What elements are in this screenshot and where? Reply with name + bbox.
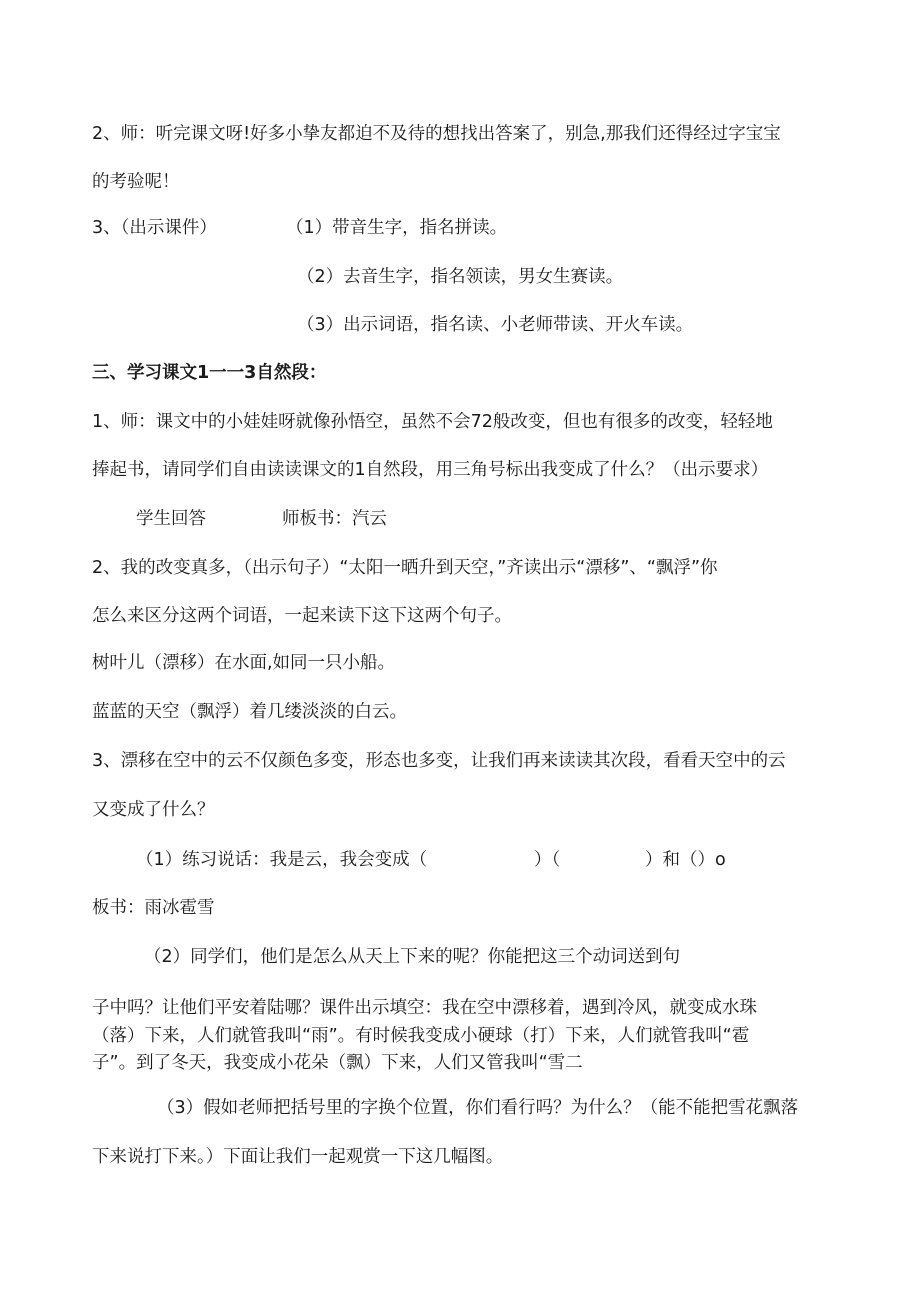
paragraph-line: （3）假如老师把括号里的字换个位置，你们看行吗？为什么？（能不能把雪花飘落	[157, 1098, 799, 1118]
paragraph-line: 子”。到了冬天，我变成小花朵（飘）下来，人们又管我叫“雪二	[92, 1053, 583, 1073]
paragraph-line: 2、师：听完课文呀!好多小挚友都迫不及待的想找出答案了，别急,那我们还得经过字宝宝	[92, 124, 781, 144]
fill-blank-bracket: ）和（）o	[645, 850, 726, 870]
paragraph-line: 3、（出示课件）	[92, 218, 217, 238]
paragraph-line: 2、我的改变真多，（出示句子）“太阳一晒升到天空，”齐读出示“漂移”、“飘浮”你	[92, 558, 718, 578]
paragraph-line: 又变成了什么？	[92, 800, 215, 820]
example-sentence: 树叶儿（漂移）在水面,如同一只小船。	[92, 653, 396, 673]
list-item: （3）出示词语，指名读、小老师带读、开火车读。	[297, 315, 694, 335]
paragraph-line: 3、漂移在空中的云不仅颜色多变，形态也多变，让我们再来读读其次段，看看天空中的云	[92, 751, 786, 771]
example-sentence: 蓝蓝的天空（飘浮）着几缕淡淡的白云。	[92, 702, 407, 722]
paragraph-line: 捧起书，请同学们自由读读课文的1自然段，用三角号标出我变成了什么？（出示要求）	[92, 460, 769, 480]
paragraph-line: （2）同学们，他们是怎么从天上下来的呢？你能把这三个动词送到句	[144, 947, 681, 967]
paragraph-line: 子中吗？让他们平安着陆哪？课件出示填空：我在空中漂移着，遇到冷风，就变成水珠	[92, 998, 757, 1018]
paragraph-line: （落）下来，人们就管我叫“雨”。有时候我变成小硬球（打）下来，人们就管我叫“雹	[92, 1026, 750, 1046]
blackboard-note: 师板书：汽云	[282, 509, 387, 529]
paragraph-line: 怎么来区分这两个词语，一起来读下这下这两个句子。	[92, 606, 512, 626]
fill-blank-prompt: （1）练习说话：我是云，我会变成（	[136, 850, 428, 870]
paragraph-line: 的考验呢！	[92, 172, 180, 192]
paragraph-line: 下来说打下来。）下面让我们一起观赏一下这几幅图。	[92, 1147, 504, 1167]
paragraph-line: 1、师：课文中的小娃娃呀就像孙悟空，虽然不会72般改变，但也有很多的改变，轻轻地	[92, 412, 773, 432]
paragraph-line: 学生回答	[136, 509, 206, 529]
list-item: （2）去音生字，指名领读，男女生赛读。	[297, 267, 624, 287]
list-item: （1）带音生字，指名拼读。	[286, 218, 508, 238]
section-heading: 三、学习课文1一一3自然段：	[92, 363, 327, 383]
fill-blank-bracket: ）（	[534, 850, 561, 870]
blackboard-note: 板书：雨冰雹雪	[92, 898, 215, 918]
